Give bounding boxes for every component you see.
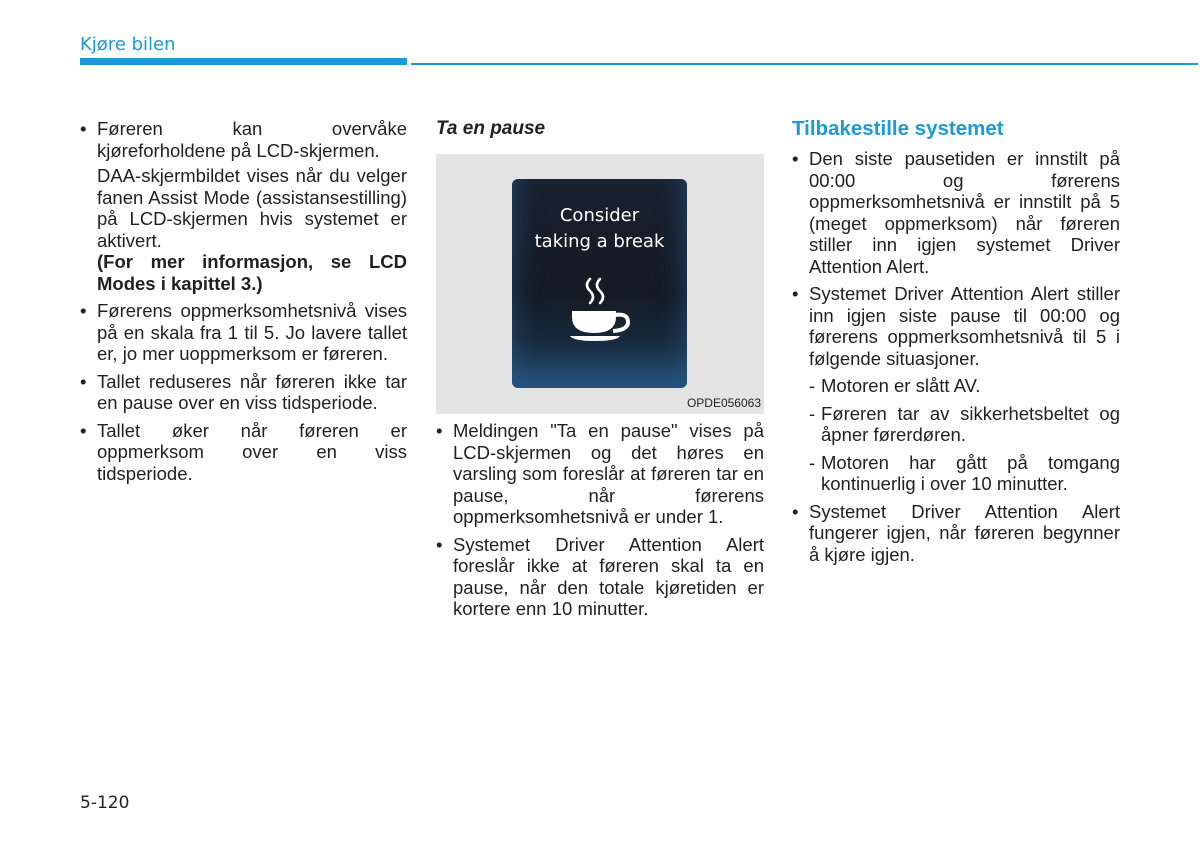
header-rule-thick <box>80 58 407 65</box>
page-number: 5-120 <box>80 793 130 813</box>
bullet-item: • Systemet Driver Attention Alert foreslår ikke at føreren skal ta en pause, når den totale kjøretiden er kortere enn 10 minutter. <box>436 534 764 620</box>
screen-message <box>512 203 687 255</box>
header-rule-thin <box>411 63 1198 65</box>
bullet-item: • Meldingen "Ta en pause" vises på LCD-skjermen og det høres en varsling som foreslår at føreren tar en pause, når førerens oppmerksomhetsnivå er under 1. <box>436 420 764 528</box>
bullet-item: • Tallet reduseres når føreren ikke tar en pause over en viss tidsperiode. <box>80 371 407 414</box>
bullet-item: • Føreren kan overvåke kjøreforholdene på LCD-skjermen. <box>80 118 407 161</box>
dash-item: - Føreren tar av sikkerhetsbeltet og åpner førerdøren. <box>792 403 1120 446</box>
bullet-item: • Den siste pausetiden er innstilt på 00:00 og førerens oppmerksomhetsnivå er innstilt på 5 (meget oppmerksom) når føreren stiller inn igjen systemet Driver Attention Alert. <box>792 148 1120 277</box>
column-2 <box>436 420 764 626</box>
bullet-item: • Tallet øker når føreren er oppmerksom over en viss tidsperiode. <box>80 420 407 485</box>
column-3 <box>792 148 1120 571</box>
figure <box>436 154 764 414</box>
screen-line-1: Consider <box>559 205 640 226</box>
paragraph: DAA-skjermbildet vises når du velger fanen Assist Mode (assistansestilling) på LCD-skjermen hvis systemet er aktivert. <box>97 165 407 251</box>
bullet-item: • Systemet Driver Attention Alert stiller inn igjen siste pause til 00:00 og førerens oppmerksomhetsnivå til 5 i følgende situasjoner. <box>792 283 1120 369</box>
dash-item: - Motoren er slått AV. <box>792 375 1120 397</box>
column-1 <box>80 118 407 490</box>
bullet-item: • Systemet Driver Attention Alert fungerer igjen, når føreren begynner å kjøre igjen. <box>792 501 1120 566</box>
bullet-item: • Førerens oppmerksomhetsnivå vises på en skala fra 1 til 5. Jo lavere tallet er, jo mer uoppmerksom er føreren. <box>80 300 407 365</box>
screen-line-2: taking a break <box>534 231 665 252</box>
section-title: Kjøre bilen <box>80 34 176 55</box>
cross-reference: (For mer informasjon, se LCD Modes i kapittel 3.) <box>97 251 407 294</box>
section-heading: Ta en pause <box>436 118 546 139</box>
coffee-cup-icon <box>568 275 634 345</box>
dash-item: - Motoren har gått på tomgang kontinuerlig i over 10 minutter. <box>792 452 1120 495</box>
lcd-screen <box>512 179 687 388</box>
figure-code: OPDE056063 <box>686 396 761 410</box>
section-heading: Tilbakestille systemet <box>792 117 1004 140</box>
